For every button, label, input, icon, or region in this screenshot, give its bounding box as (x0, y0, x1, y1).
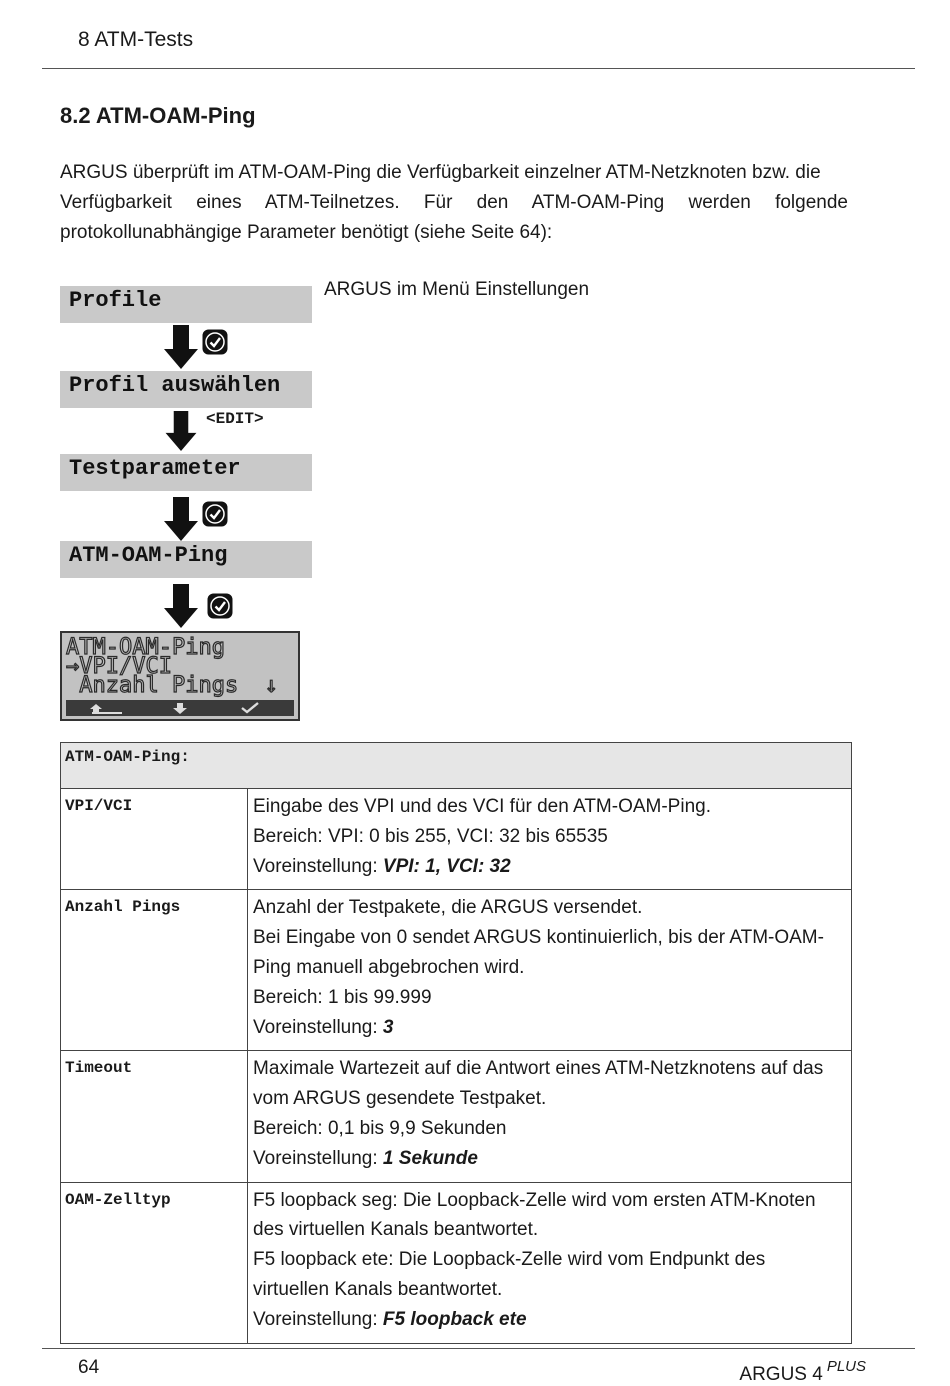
intro-line: ARGUS überprüft im ATM-OAM-Ping die Verfügbarkeit einzelner ATM-Netzknoten bzw. die (60, 162, 821, 183)
product-label: ARGUS 4 (739, 1364, 823, 1385)
param-description (248, 789, 852, 890)
back-icon (90, 704, 122, 714)
param-name: Anzahl Pings (61, 890, 248, 1051)
lcd-line-option: Anzahl Pings ↓ (66, 673, 278, 698)
desc-line: Ping manuell abgebrochen wird. (253, 956, 525, 978)
menu-step-atm-oam-ping: ATM-OAM-Ping (60, 541, 312, 578)
default-value: 1 Sekunde (382, 1147, 478, 1169)
param-description (248, 1182, 852, 1343)
lcd-display (60, 631, 300, 721)
lcd-line-title: ATM-OAM-Ping (66, 635, 225, 660)
default-label: Voreinstellung: (253, 1016, 383, 1038)
default-value: F5 loopback ete (382, 1308, 527, 1330)
ok-check-icon (202, 329, 228, 355)
intro-line: protokollunabhängige Parameter benötigt (siehe Seite 64): (60, 222, 553, 243)
section-title: 8.2 ATM-OAM-Ping (60, 103, 256, 128)
desc-line: Bereich: 1 bis 99.999 (253, 986, 432, 1008)
default-line (253, 852, 845, 882)
table-row (61, 789, 852, 890)
desc-line: Maximale Wartezeit auf die Antwort eines ATM-Netzknotens auf das (253, 1058, 824, 1080)
menu-step-profil-auswaehlen: Profil auswählen (60, 371, 312, 408)
intro-paragraph (60, 158, 848, 248)
default-value: VPI: 1, VCI: 32 (382, 855, 511, 877)
check-icon (242, 703, 258, 712)
desc-line: Eingabe des VPI und des VCI für den ATM-OAM-Ping. (253, 796, 711, 817)
ok-check-icon (202, 501, 228, 527)
param-description (248, 1051, 852, 1182)
page-number: 64 (78, 1357, 100, 1378)
default-line (253, 1144, 845, 1174)
desc-line: F5 loopback seg: Die Loopback-Zelle wird vom ersten ATM-Knoten (253, 1189, 816, 1211)
table-row (61, 1051, 852, 1182)
lcd-line-selected: →VPI/VCI (66, 654, 172, 679)
desc-line: Anzahl der Testpakete, die ARGUS versendet. (253, 897, 643, 919)
default-line (253, 1305, 845, 1335)
param-name: OAM-Zelltyp (61, 1182, 248, 1343)
down-arrow-icon (164, 584, 198, 628)
down-arrow-icon (164, 497, 198, 541)
desc-line: vom ARGUS gesendete Testpaket. (253, 1088, 547, 1110)
desc-line: virtuellen Kanals beantwortet. (253, 1278, 503, 1300)
default-label: Voreinstellung: (253, 855, 383, 877)
header-divider (42, 68, 915, 69)
product-name (739, 1358, 866, 1386)
edit-key-label: <EDIT> (206, 410, 264, 428)
desc-line: Bereich: 0,1 bis 9,9 Sekunden (253, 1117, 507, 1139)
default-label: Voreinstellung: (253, 1147, 383, 1169)
param-name: Timeout (61, 1051, 248, 1182)
down-icon (173, 703, 187, 714)
table-title: ATM-OAM-Ping: (61, 743, 852, 789)
table-row (61, 890, 852, 1051)
chapter-header: 8 ATM-Tests (78, 28, 194, 51)
default-line (253, 1013, 845, 1043)
menu-step-testparameter: Testparameter (60, 454, 312, 491)
table-row (61, 1182, 852, 1343)
default-value: 3 (382, 1016, 394, 1038)
menu-step-profile: Profile (60, 286, 312, 323)
lcd-softkey-bar (66, 700, 294, 716)
down-arrow-icon (164, 325, 198, 369)
param-description (248, 890, 852, 1051)
desc-line: des virtuellen Kanals beantwortet. (253, 1219, 539, 1241)
desc-line: Bereich: VPI: 0 bis 255, VCI: 32 bis 65535 (253, 825, 608, 847)
desc-line: F5 loopback ete: Die Loopback-Zelle wird vom Endpunkt des (253, 1249, 766, 1271)
footer-divider (42, 1348, 915, 1349)
parameter-table (60, 742, 852, 1344)
down-arrow-icon (164, 411, 198, 451)
ok-check-icon (207, 593, 233, 619)
default-label: Voreinstellung: (253, 1308, 383, 1330)
softkey-icons (66, 700, 294, 716)
param-name: VPI/VCI (61, 789, 248, 890)
desc-line: Bei Eingabe von 0 sendet ARGUS kontinuierlich, bis der ATM-OAM- (253, 927, 824, 949)
intro-line: Verfügbarkeit eines ATM-Teilnetzes. Für den ATM-OAM-Ping werden folgende (60, 192, 848, 213)
menu-side-text: ARGUS im Menü Einstellungen (324, 279, 590, 300)
product-suffix: PLUS (826, 1358, 866, 1375)
